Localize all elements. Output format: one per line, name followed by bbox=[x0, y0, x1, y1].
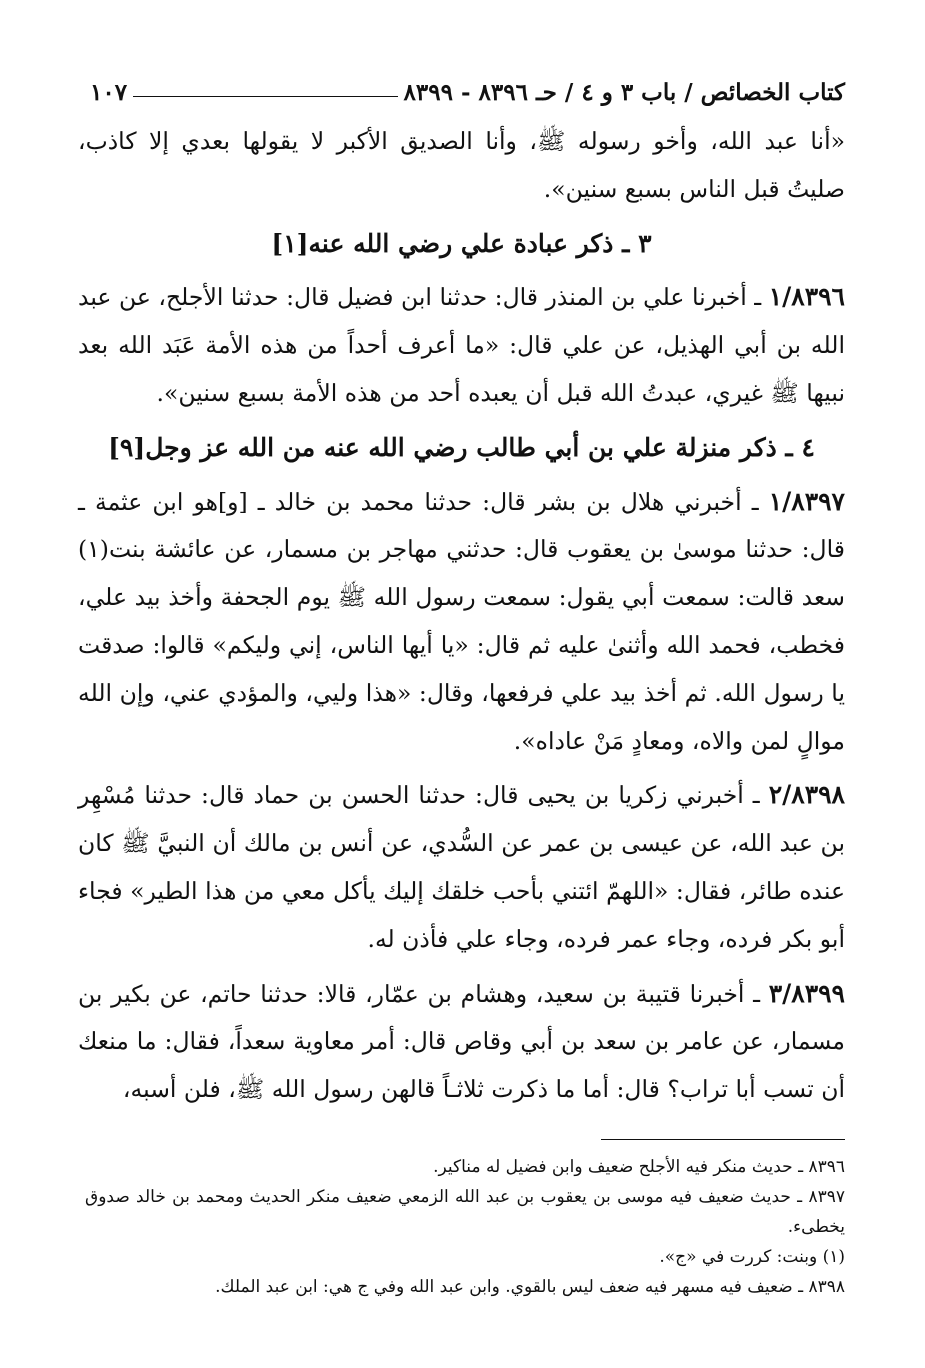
footnote-8396: ٨٣٩٦ ـ حديث منكر فيه الأجلح ضعيف وابن فضيل له مناكير. bbox=[433, 1157, 845, 1177]
footnote-8397: ٨٣٩٧ ـ حديث ضعيف فيه موسى بن يعقوب بن عبد الله الزمعي ضعيف منكر الحديث ومحمد بن خالد صدوق يخطىء. bbox=[85, 1187, 845, 1237]
running-header bbox=[90, 66, 845, 106]
page-number: ١٠٧ bbox=[90, 79, 128, 106]
footnotes bbox=[85, 1152, 845, 1302]
hadith-number: ١/٨٣٩٧ bbox=[768, 486, 845, 516]
hadith-text: ـ أخبرني هلال بن بشر قال: حدثنا محمد بن خالد ـ [و]هو ابن عثمة ـ قال: حدثنا موسىٰ بن يعقوب قال: حدثني مهاجر بن مسمار، عن عائشة بنت(١) سعد قالت: سمعت أبي يقول: سمعت رسول الله ﷺ يوم الجحفة وأخذ بيد علي، فخطب، فحمد الله وأثنىٰ عليه ثم قال: «يا أيها الناس، إني وليكم» قالوا: صدقت يا رسول الله. ثم أخذ بيد علي فرفعها، وقال: «هذا وليي، والمؤدي عني، وإن الله موالٍ لمن والاه، ومعادٍ مَنْ عاداه». bbox=[78, 487, 845, 755]
footnote-separator bbox=[601, 1139, 845, 1140]
hadith-8398 bbox=[78, 771, 845, 963]
hadith-number: ٣/٨٣٩٩ bbox=[768, 978, 845, 1008]
hadith-8399 bbox=[78, 970, 845, 1114]
hadith-number: ٢/٨٣٩٨ bbox=[768, 780, 845, 810]
footnote-1: (١) وبنت: كررت في «ج». bbox=[659, 1247, 845, 1267]
hadith-text: ـ أخبرنا قتيبة بن سعيد، وهشام بن عمّار، قالا: حدثنا حاتم، عن بكير بن مسمار، عن عامر بن سعد بن أبي وقاص قال: أمر معاوية سعداً، فقال: ما منعك أن تسب أبا تراب؟ قال: أما ما ذكرت ثلاثـاً قالهن رسول الله ﷺ، فلن أسبه، bbox=[78, 979, 845, 1104]
section-heading-4: ٤ ـ ذكر منزلة علي بن أبي طالب رضي الله عنه من الله عز وجل[٩] bbox=[108, 432, 815, 462]
footnote-8398: ٨٣٩٨ ـ ضعيف فيه مسهر فيه ضعف ليس بالقوي. وابن عبد الله وفي ج هي: ابن عبد الملك. bbox=[215, 1277, 845, 1297]
section-heading-3: ٣ ـ ذكر عبادة علي رضي الله عنه[١] bbox=[271, 228, 652, 258]
hadith-8397 bbox=[78, 478, 845, 766]
hadith-text: ـ أخبرنا علي بن المنذر قال: حدثنا ابن فضيل قال: حدثنا الأجلح، عن عبد الله بن أبي الهذيل، عن علي قال: «ما أعرف أحداً من هذه الأمة عَبَد الله بعد نبيها ﷺ غيري، عبدتُ الله قبل أن يعبده أحد من هذه الأمة بسبع سنين». bbox=[78, 283, 845, 407]
header-title: كتاب الخصائص / باب ٣ و ٤ / حـ ٨٣٩٦ - ٨٣٩٩ bbox=[403, 79, 845, 106]
hadith-number: ١/٨٣٩٦ bbox=[768, 282, 845, 312]
paragraph-continuation: «أنا عبد الله، وأخو رسوله ﷺ، وأنا الصديق الأكبر لا يقولها بعدي إلا كاذب، صليتُ قبل الناس بسبع سنين». bbox=[78, 127, 845, 203]
header-rule bbox=[133, 96, 397, 97]
main-text bbox=[78, 118, 845, 1120]
hadith-8396 bbox=[78, 273, 845, 417]
hadith-text: ـ أخبرني زكريا بن يحيى قال: حدثنا الحسن بن حماد قال: حدثنا مُسْهِر بن عبد الله، عن عيسى بن عمر عن السُّدي، عن أنس بن مالك أن النبيَّ ﷺ كان عنده طائر، فقال: «اللهمّ ائتني بأحب خلقك إليك يأكل معي من هذا الطير» فجاء أبو بكر فرده، وجاء عمر فرده، وجاء علي فأذن له. bbox=[78, 781, 845, 953]
